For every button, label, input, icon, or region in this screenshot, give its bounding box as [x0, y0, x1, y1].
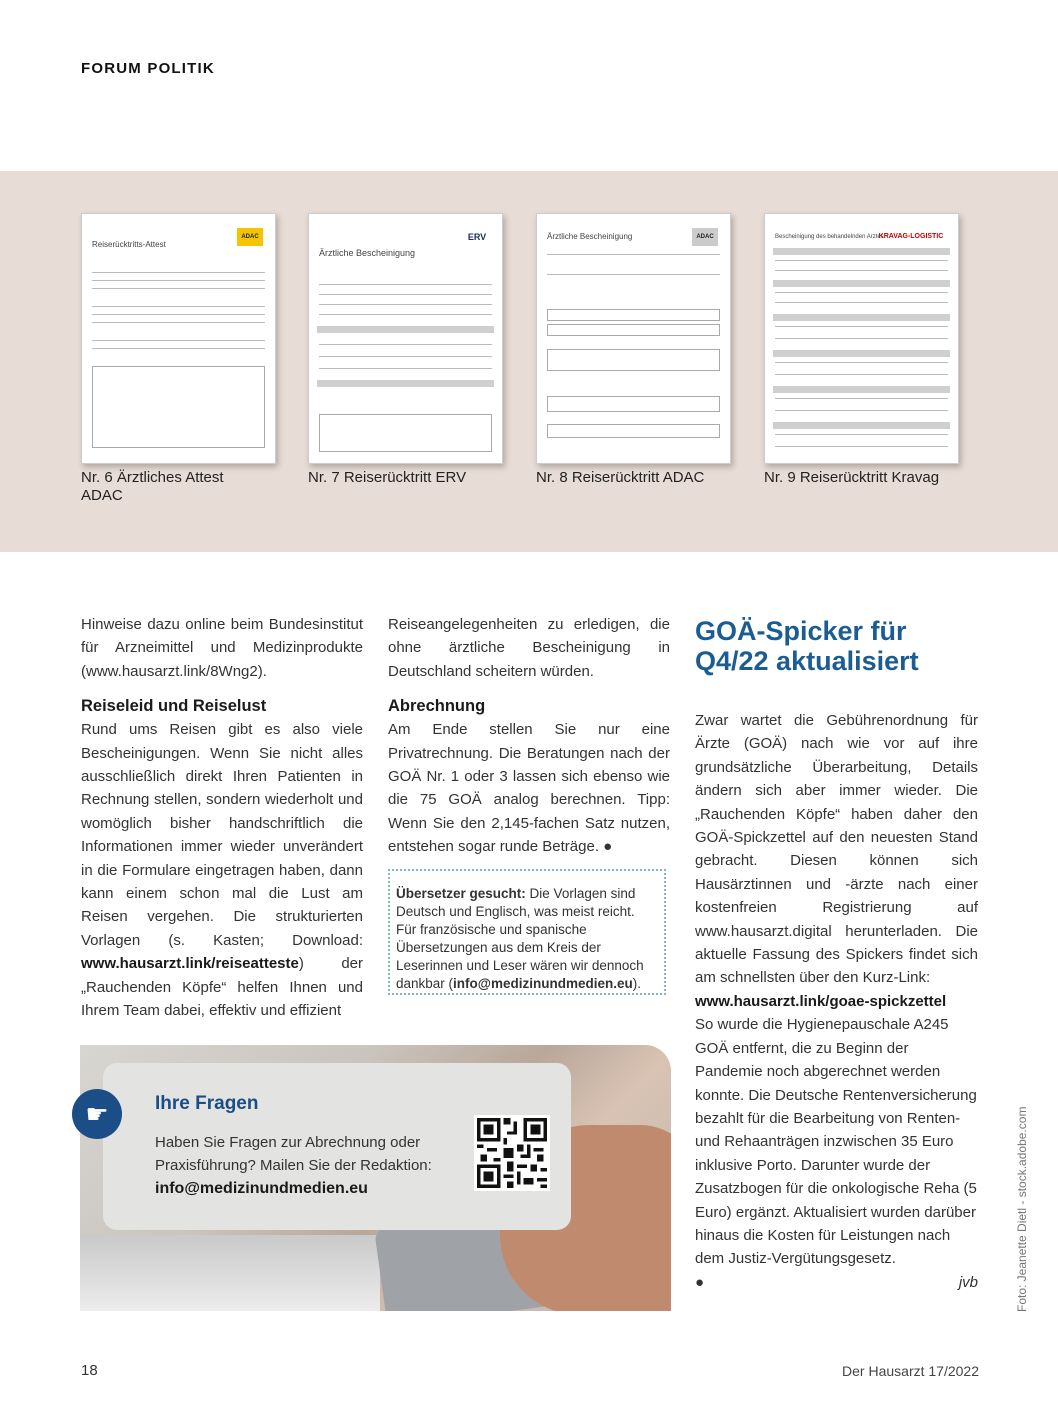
form-thumbnail-title: Ärztliche Bescheinigung [319, 248, 416, 258]
form-thumbnail-title: Reiserücktritts-Attest [92, 240, 166, 249]
caption-nr6: Nr. 6 Ärztliches Attest ADAC [81, 469, 224, 504]
section-label: FORUM POLITIK [81, 60, 215, 77]
photo-credit: Foto: Jeanette Dietl - stock.adobe.com [1015, 1106, 1029, 1312]
heading-abrechnung: Abrechnung [388, 697, 486, 716]
col3-body1: Zwar wartet die Gebührenordnung für Ärzte (GOÄ) nach wie vor auf ihre grundsätzliche Überarbeitung, Details ändern sich aber immer wieder. Die „Rauchenden Köpfe“ haben daher den GOÄ-Spickzettel auf den neuesten Stand gebracht. Diesen können sich Hausärztinnen und -ärzte nach einer kostenfreien Registrierung auf www.hausarzt.digital herunterladen. Die aktuelle Fassung des Spickers findet sich am schnellsten über den Kurz-Link: [695, 712, 978, 987]
col2-body: Am Ende stellen Sie nur eine Privatrechnung. Die Beratungen nach der GOÄ Nr. 1 oder 3 lassen sich ebenso wie die 75 GOÄ analog berechnen. Tipp: Wenn Sie den 2,145-fachen Satz nutzen, entstehen sogar runde Beträge. ● [388, 721, 670, 856]
form-thumbnail-title: Ärztliche Bescheinigung [547, 232, 633, 241]
translator-email-link[interactable]: info@medizinundmedien.eu [453, 976, 633, 991]
col1-intro: Hinweise dazu online beim Bundesinstitut für Arzneimittel und Medizinprodukte (www.hausarzt.link/8Wng2). [81, 616, 363, 680]
col3-body2: So wurde die Hygienepauschale A245 GOÄ entfernt, die zu Beginn der Pandemie noch abgerechnet werden konnte. Die Deutsche Rentenversicherung bezahlt für die Bearbeitung von Renten- und Rehaanträgen inzwischen 35 Euro inklusive Porto. Darunter wurde der Zusatzbogen für die onkologische Reha (5 Euro) ergänzt. Aktualisiert wurden darüber hinaus die Kosten für Leistungen nach dem Justiz-Vergütungsgesetz. [695, 1016, 977, 1268]
questions-title: Ihre Fragen [155, 1093, 259, 1114]
link-goae-spickzettel[interactable]: www.hausarzt.link/goae-spickzettel [695, 992, 947, 1010]
caption-nr7: Nr. 7 Reiserücktritt ERV [308, 469, 467, 486]
col2-intro: Reiseangelegenheiten zu erledigen, die ohne ärztliche Bescheinigung in Deutschland scheitern würden. [388, 616, 670, 680]
keyboard-graphic [80, 1235, 380, 1311]
form-thumbnail-title: Bescheinigung des behandelnden Arztes [775, 234, 884, 240]
link-reiseatteste[interactable]: www.hausarzt.link/reiseatteste [81, 955, 299, 973]
col3-end: ● jvb [695, 1271, 978, 1294]
form-thumbnail-erv[interactable] [308, 213, 503, 464]
page-number: 18 [81, 1362, 98, 1379]
adac-logo: ADAC [692, 228, 718, 246]
author-initials: jvb [958, 1273, 978, 1291]
translator-box: Übersetzer gesucht: Die Vorlagen sind Deutsch und Englisch, was meist reicht. Für französische und spanische Übersetzungen aus dem Kreis der Leserinnen und Leser wären wir dennoch dankbar (info@medizinundmedien.eu). [388, 869, 666, 995]
article-column-3 [695, 709, 978, 1294]
article-column-1 [81, 613, 363, 1023]
col1-body: Rund ums Reisen gibt es also viele Bescheinigungen. Wenn Sie nicht alles ausschließlich direkt Ihren Patienten in Rechnung stellen, sondern wiederholt und womöglich bisher handschriftlich die Informationen immer wieder unverändert in die Formulare eingetragen haben, dann kann einem schon mal die Lust am Reisen vergehen. Die strukturierten Vorlagen (s. Kasten; Download: www.hausarzt.link/reiseatteste) der „Rauchenden Köpfe“ helfen Ihnen und Ihrem Team dabei, effektiv und effizient [81, 721, 363, 1020]
goae-headline: GOÄ-Spicker für Q4/22 aktualisiert [695, 616, 919, 676]
questions-email-link[interactable]: info@medizinundmedien.eu [155, 1180, 368, 1197]
caption-nr9: Nr. 9 Reiserücktritt Kravag [764, 469, 940, 486]
end-mark: ● [603, 838, 613, 856]
magazine-issue: Der Hausarzt 17/2022 [842, 1363, 979, 1379]
form-thumbnail-adac-ruecktritt[interactable] [536, 213, 731, 464]
form-thumbnail-kravag[interactable] [764, 213, 959, 464]
form-thumbnail-adac-attest[interactable] [81, 213, 276, 464]
questions-text: Haben Sie Fragen zur Abrechnung oder Praxisführung? Mailen Sie der Redaktion: [155, 1134, 432, 1174]
form-gallery [0, 171, 1058, 552]
kravag-logo: KRAVAG-LOGISTIC [876, 228, 946, 246]
qr-code[interactable] [474, 1115, 550, 1191]
erv-logo: ERV [464, 228, 490, 246]
heading-reiseleid: Reiseleid und Reiselust [81, 697, 267, 716]
article-column-2 [388, 613, 670, 859]
translator-box-lead: Übersetzer gesucht: [396, 886, 526, 901]
adac-logo: ADAC [237, 228, 263, 246]
caption-nr8: Nr. 8 Reiserücktritt ADAC [536, 469, 705, 486]
pointing-hand-icon: ☛ [72, 1089, 122, 1139]
